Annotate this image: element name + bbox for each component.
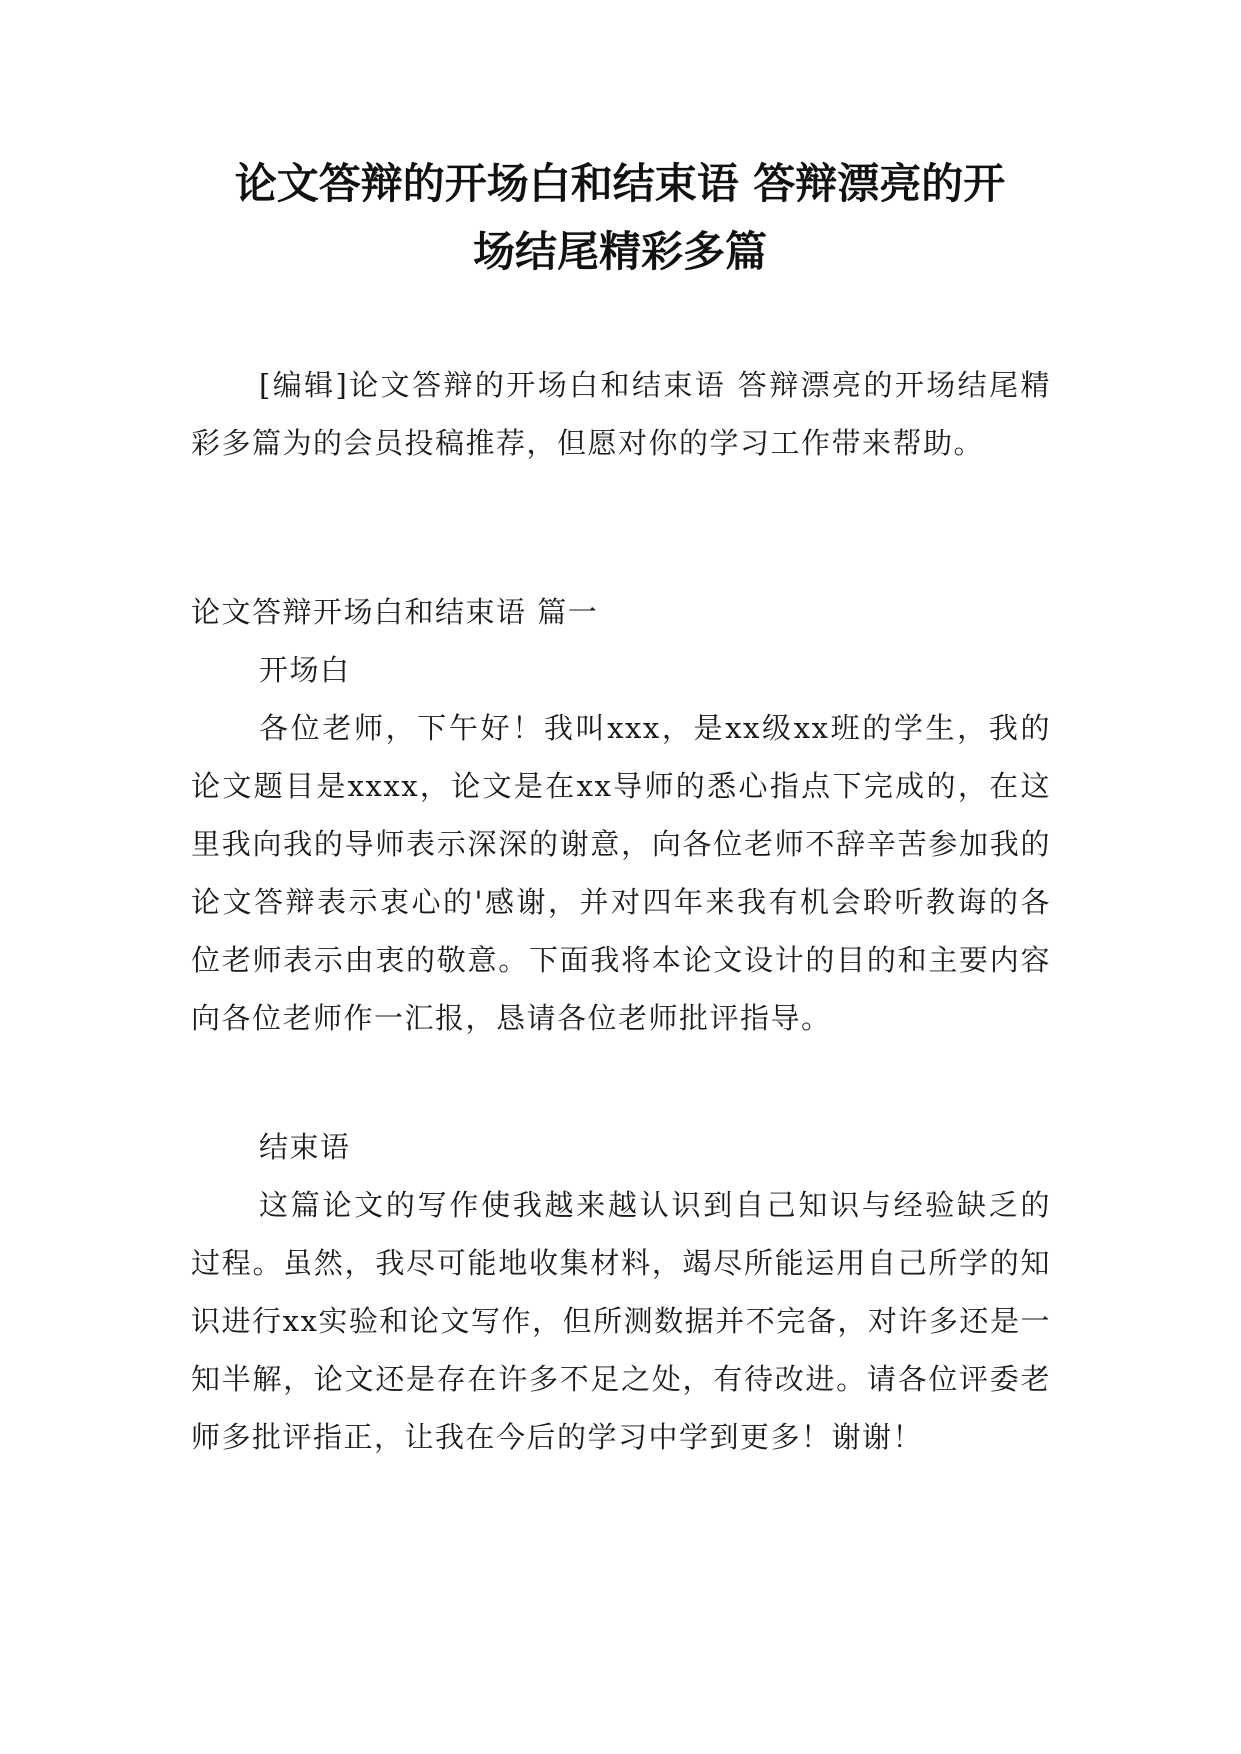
intro-paragraph: [编辑]论文答辩的开场白和结束语 答辩漂亮的开场结尾精彩多篇为的会员投稿推荐，但愿对你的学习工作带来帮助。 (191, 368, 1051, 460)
closing-paragraph: 这篇论文的写作使我越来越认识到自己知识与经验缺乏的过程。虽然，我尽可能地收集材料，竭尽所能运用自己所学的知识进行xx实验和论文写作，但所测数据并不完备，对许多还是一知半解，论文还是存在许多不足之处，有待改进。请各位评委老师多批评指正，让我在今后的学习中学到更多！谢谢！ (191, 1188, 1051, 1454)
title-line-1: 论文答辩的开场白和结束语 答辩漂亮的开 (234, 159, 1006, 208)
section-heading: 论文答辩开场白和结束语 篇一 (191, 595, 599, 629)
closing-label: 结束语 (259, 1130, 351, 1164)
document-title (170, 150, 1070, 286)
title-line-2: 场结尾精彩多篇 (472, 227, 767, 276)
opening-paragraph: 各位老师，下午好！我叫xxx，是xx级xx班的学生，我的论文题目是xxxx，论文是在xx导师的悉心指点下完成的，在这里我向我的导师表示深深的谢意，向各位老师不辞辛苦参加我的论文答辩表示衷心的'感谢，并对四年来我有机会聆听教诲的各位老师表示由衷的敬意。下面我将本论文设计的目的和主要内容向各位老师作一汇报，恳请各位老师批评指导。 (191, 711, 1051, 1035)
opening-label: 开场白 (259, 653, 351, 687)
